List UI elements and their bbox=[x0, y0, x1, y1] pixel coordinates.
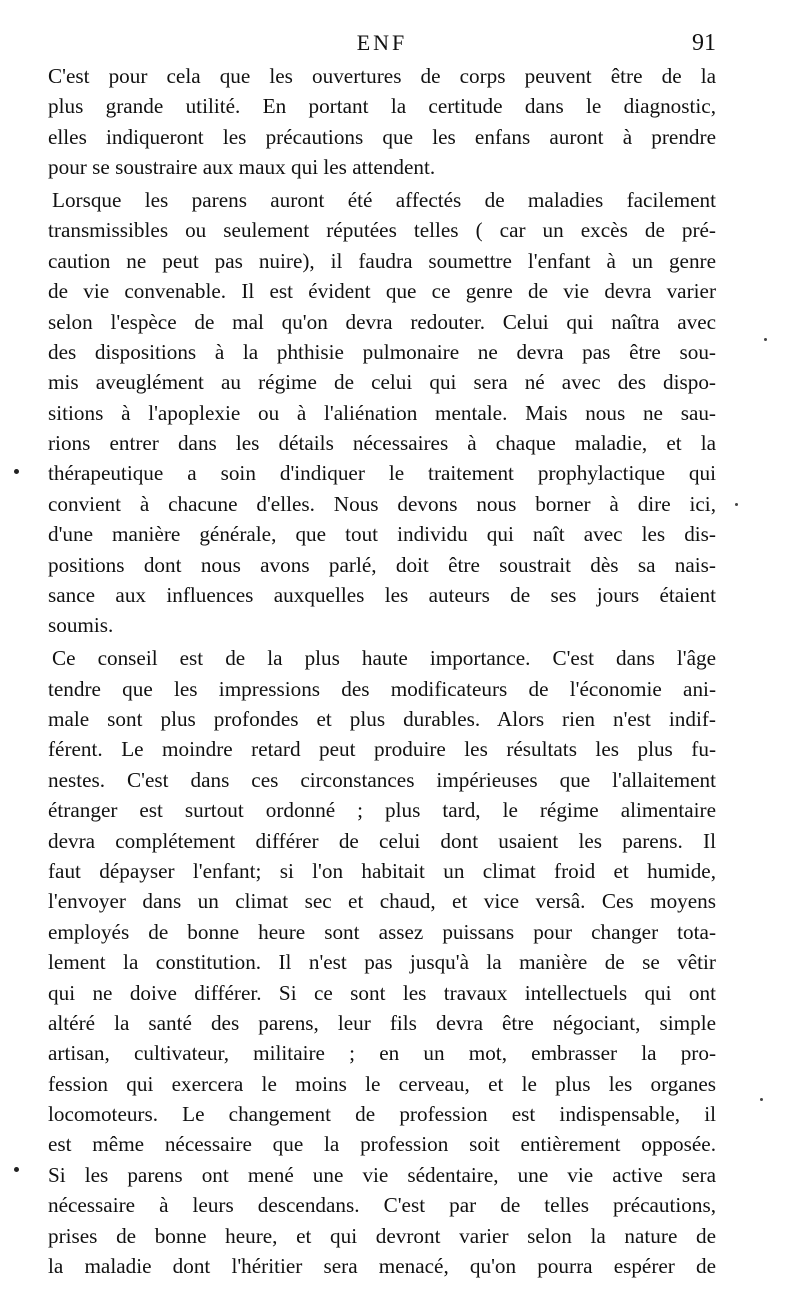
text-line: prises de bonne heure, et qui devront varier selon la nature de bbox=[48, 1223, 716, 1248]
scan-speck bbox=[735, 503, 738, 506]
page-header bbox=[48, 30, 716, 62]
text-line: convient à chacune d'elles. Nous devons nous borner à dire ici, bbox=[48, 491, 716, 516]
body-text bbox=[48, 61, 716, 1284]
scan-speck bbox=[14, 469, 19, 474]
text-line: selon l'espèce de mal qu'on devra redouter. Celui qui naîtra avec bbox=[48, 309, 716, 334]
scan-speck bbox=[760, 1098, 763, 1101]
text-line: fession qui exercera le moins le cerveau, et le plus les organes bbox=[48, 1071, 716, 1096]
scan-speck bbox=[764, 338, 767, 341]
text-line: positions dont nous avons parlé, doit être soustrait dès sa nais- bbox=[48, 552, 716, 577]
text-line: employés de bonne heure sont assez puissans pour changer tota- bbox=[48, 919, 716, 944]
text-line: d'une manière générale, que tout individu qui naît avec les dis- bbox=[48, 522, 716, 547]
text-line: thérapeutique a soin d'indiquer le traitement prophylactique qui bbox=[48, 461, 716, 486]
paragraph-2 bbox=[48, 185, 716, 641]
text-line: férent. Le moindre retard peut produire les résultats les plus fu- bbox=[48, 737, 716, 762]
text-line: elles indiqueront les précautions que les enfans auront à prendre bbox=[48, 124, 716, 149]
text-line: la maladie dont l'héritier sera menacé, qu'on pourra espérer de bbox=[48, 1254, 716, 1279]
text-line: est même nécessaire que la profession soit entièrement opposée. bbox=[48, 1132, 716, 1157]
text-line: pour se soustraire aux maux qui les attendent. bbox=[48, 155, 436, 180]
text-line: male sont plus profondes et plus durables. Alors rien n'est indif- bbox=[48, 706, 716, 731]
text-line: caution ne peut pas nuire), il faudra soumettre l'enfant à un genre bbox=[48, 248, 716, 273]
text-line: nécessaire à leurs descendans. C'est par de telles précautions, bbox=[48, 1193, 716, 1218]
text-line: lement la constitution. Il n'est pas jusqu'à la manière de se vêtir bbox=[48, 950, 716, 975]
text-line: nestes. C'est dans ces circonstances impérieuses que l'allaitement bbox=[48, 767, 716, 792]
text-line: sitions à l'apoplexie ou à l'aliénation mentale. Mais nous ne sau- bbox=[48, 400, 716, 425]
text-line: transmissibles ou seulement réputées telles ( car un excès de pré- bbox=[48, 218, 716, 243]
page-number: 91 bbox=[692, 30, 716, 56]
paragraph-3 bbox=[48, 643, 716, 1281]
text-line: devra complétement différer de celui dont usaient les parens. Il bbox=[48, 828, 716, 853]
text-line: des dispositions à la phthisie pulmonaire ne devra pas être sou- bbox=[48, 339, 716, 364]
paragraph-1 bbox=[48, 61, 716, 183]
text-line: rions entrer dans les détails nécessaires à chaque maladie, et la bbox=[48, 431, 716, 456]
text-line: tendre que les impressions des modificateurs de l'économie ani- bbox=[48, 676, 716, 701]
text-line: plus grande utilité. En portant la certitude dans le diagnostic, bbox=[48, 94, 716, 119]
text-line: soumis. bbox=[48, 613, 114, 638]
scan-speck bbox=[14, 1167, 19, 1172]
text-line: mis aveuglément au régime de celui qui sera né avec des dispo- bbox=[48, 370, 716, 395]
text-line: Ce conseil est de la plus haute importance. C'est dans l'âge bbox=[52, 646, 716, 671]
text-line: altéré la santé des parens, leur fils devra être négociant, simple bbox=[48, 1010, 716, 1035]
text-line: Si les parens ont mené une vie sédentaire, une vie active sera bbox=[48, 1162, 716, 1187]
text-line: étranger est surtout ordonné ; plus tard, le régime alimentaire bbox=[48, 798, 716, 823]
text-line: artisan, cultivateur, militaire ; en un mot, embrasser la pro- bbox=[48, 1041, 716, 1066]
text-line: C'est pour cela que les ouvertures de corps peuvent être de la bbox=[48, 64, 716, 88]
text-line: de vie convenable. Il est évident que ce genre de vie devra varier bbox=[48, 279, 716, 304]
text-line: sance aux influences auxquelles les auteurs de ses jours étaient bbox=[48, 583, 716, 608]
text-line: l'envoyer dans un climat sec et chaud, et vice versâ. Ces moyens bbox=[48, 889, 716, 914]
running-head: ENF bbox=[356, 30, 408, 55]
text-line: qui ne doive différer. Si ce sont les travaux intellectuels qui ont bbox=[48, 980, 716, 1005]
text-line: faut dépayser l'enfant; si l'on habitait un climat froid et humide, bbox=[48, 858, 716, 883]
text-line: locomoteurs. Le changement de profession est indispensable, il bbox=[48, 1102, 716, 1127]
text-line: Lorsque les parens auront été affectés de maladies facilement bbox=[52, 187, 716, 212]
